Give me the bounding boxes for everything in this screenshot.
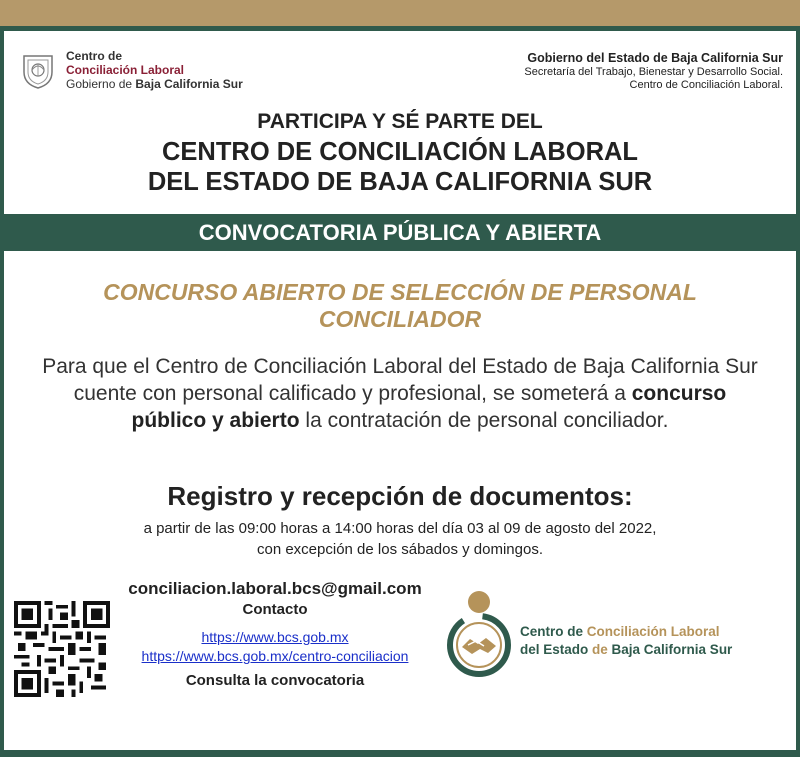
para-bold: concurso público y abierto [131, 382, 727, 432]
link-bcs[interactable]: https://www.bcs.gob.mx [201, 629, 349, 645]
para-part-b: la contratación de personal conciliador. [299, 409, 669, 432]
banner-convocatoria: CONVOCATORIA PÚBLICA Y ABIERTA [198, 219, 602, 245]
logo-left-line1: Centro de [66, 49, 123, 63]
logo-right-w1: Centro de [520, 624, 587, 639]
concurso-line2: CONCILIADOR [318, 306, 482, 332]
gov-secretaria: Secretaría del Trabajo, Bienestar y Desarrollo Social. [524, 66, 783, 78]
horario [0, 518, 800, 560]
logo-right-text [520, 623, 732, 659]
logo-right-line2 [520, 641, 732, 659]
horario-line2: con excepción de los sábados y domingos. [256, 541, 543, 558]
consulta-label: Consulta la convocatoria [185, 672, 365, 689]
logo-left-line3a: Gobierno de [66, 77, 136, 91]
logo-right-line1 [520, 623, 732, 641]
contact-email[interactable]: conciliacion.laboral.bcs@gmail.com [128, 579, 422, 598]
concurso-line1: CONCURSO ABIERTO DE SELECCIÓN DE PERSONAL [103, 279, 697, 305]
logo-centro-estado [446, 589, 766, 679]
concurso-title [0, 279, 800, 333]
government-info [524, 50, 783, 92]
logo-centro-conciliacion [18, 49, 243, 91]
logo-right-w2: Conciliación Laboral [586, 624, 720, 639]
para-part-a: Para que el Centro de Conciliación Laboral del Estado de Baja California Sur cuente con personal calificado y profesional, se someterá a [42, 355, 758, 405]
gov-centro: Centro de Conciliación Laboral. [629, 79, 783, 91]
logo-left-text [66, 49, 243, 91]
registro-heading: Registro y recepción de documentos: [167, 481, 633, 511]
logo-right-w5: Baja California Sur [611, 642, 733, 657]
logo-right-w3: del Estado [520, 642, 593, 657]
qr-code-icon[interactable] [14, 601, 110, 697]
headline-centro: CENTRO DE CONCILIACIÓN LABORAL [162, 138, 638, 166]
contacto-label: Contacto [242, 601, 308, 618]
link-centro-conciliacion[interactable]: https://www.bcs.gob.mx/centro-conciliacion [141, 648, 409, 664]
top-gold-band [0, 0, 800, 26]
gov-title: Gobierno del Estado de Baja California Sur [527, 51, 783, 65]
logo-right-w4: de [592, 642, 612, 657]
handshake-emblem-icon [446, 589, 516, 679]
logo-left-line2: Conciliación Laboral [66, 63, 185, 77]
intro-paragraph [40, 353, 760, 434]
horario-line1: a partir de las 09:00 horas a 14:00 horas del día 03 al 09 de agosto del 2022, [143, 520, 657, 537]
logo-left-line3 [66, 77, 243, 91]
headline-estado: DEL ESTADO DE BAJA CALIFORNIA SUR [147, 168, 653, 196]
logo-left-line3b: Baja California Sur [135, 77, 243, 91]
headline-participa: PARTICIPA Y SÉ PARTE DEL [257, 110, 543, 133]
coat-of-arms-icon [18, 50, 58, 90]
